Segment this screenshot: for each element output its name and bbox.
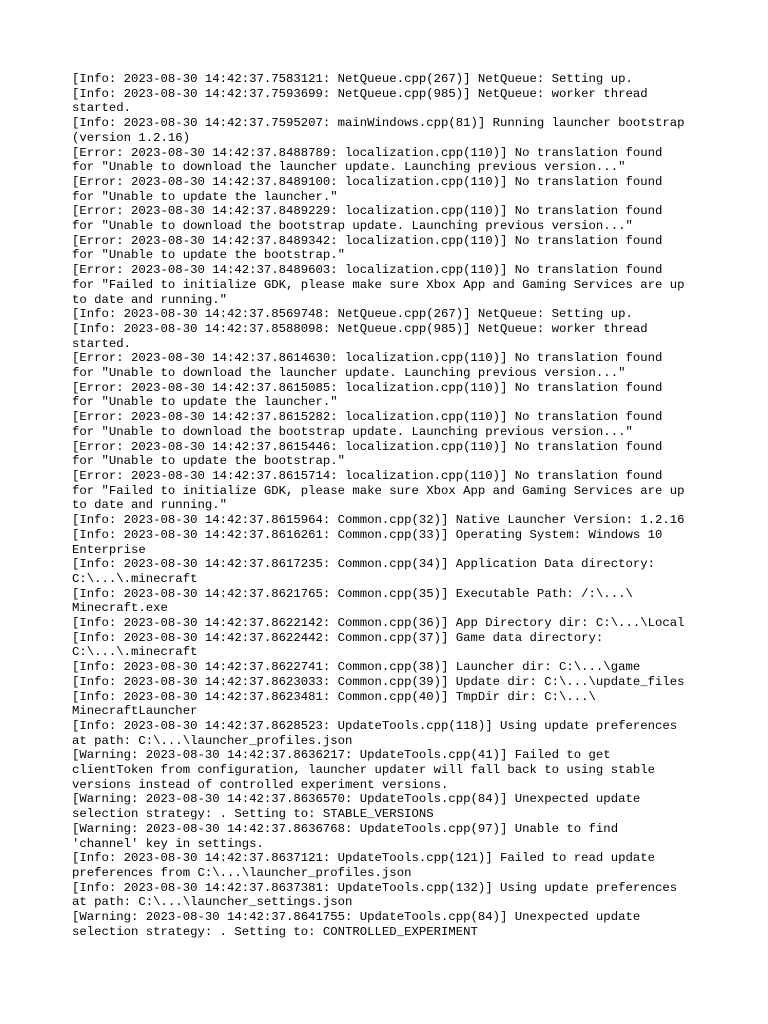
- log-line: [Info: 2023-08-30 14:42:37.8616261: Common.cpp(33)] Operating System: Windows 10: [72, 527, 663, 542]
- log-line: for "Failed to initialize GDK, please make sure Xbox App and Gaming Services are up: [72, 483, 685, 498]
- log-line: C:\...\.minecraft: [72, 571, 198, 586]
- log-line: [Error: 2023-08-30 14:42:37.8614630: localization.cpp(110)] No translation found: [72, 351, 663, 366]
- log-line: [Info: 2023-08-30 14:42:37.8617235: Common.cpp(34)] Application Data directory:: [72, 557, 655, 572]
- log-line: [Error: 2023-08-30 14:42:37.8489100: localization.cpp(110)] No translation found: [72, 174, 663, 189]
- log-line: Enterprise: [72, 542, 146, 557]
- log-line: [Info: 2023-08-30 14:42:37.8615964: Common.cpp(32)] Native Launcher Version: 1.2.16: [72, 513, 685, 528]
- log-line: for "Unable to download the bootstrap update. Launching previous version...": [72, 219, 633, 234]
- log-line: preferences from C:\...\launcher_profiles.json: [72, 865, 412, 880]
- log-line: clientToken from configuration, launcher updater will fall back to using stable: [72, 763, 655, 778]
- log-text-block: [72, 72, 712, 939]
- log-line: [Error: 2023-08-30 14:42:37.8615282: localization.cpp(110)] No translation found: [72, 410, 663, 425]
- log-line: at path: C:\...\launcher_profiles.json: [72, 733, 353, 748]
- log-line: [Warning: 2023-08-30 14:42:37.8636768: UpdateTools.cpp(97)] Unable to find: [72, 821, 619, 836]
- log-line: [Error: 2023-08-30 14:42:37.8489229: localization.cpp(110)] No translation found: [72, 204, 663, 219]
- log-line: for "Failed to initialize GDK, please make sure Xbox App and Gaming Services are up: [72, 277, 685, 292]
- log-line: (version 1.2.16): [72, 130, 191, 145]
- log-line: [Info: 2023-08-30 14:42:37.8588098: NetQueue.cpp(985)] NetQueue: worker thread: [72, 321, 648, 336]
- log-line: for "Unable to download the bootstrap update. Launching previous version...": [72, 424, 633, 439]
- log-line: [Info: 2023-08-30 14:42:37.8622442: Common.cpp(37)] Game data directory:: [72, 630, 604, 645]
- log-line: to date and running.": [72, 498, 227, 513]
- log-line: for "Unable to update the bootstrap.": [72, 248, 346, 263]
- log-line: [Info: 2023-08-30 14:42:37.8569748: NetQueue.cpp(267)] NetQueue: Setting up.: [72, 307, 633, 322]
- log-line: [Info: 2023-08-30 14:42:37.8622142: Common.cpp(36)] App Directory dir: C:\...\Local: [72, 616, 685, 631]
- log-line: selection strategy: . Setting to: STABLE_VERSIONS: [72, 807, 434, 822]
- log-line: [Info: 2023-08-30 14:42:37.8637121: UpdateTools.cpp(121)] Failed to read update: [72, 851, 655, 866]
- log-line: versions instead of controlled experiment versions.: [72, 777, 449, 792]
- log-line: [Info: 2023-08-30 14:42:37.7583121: NetQueue.cpp(267)] NetQueue: Setting up.: [72, 72, 633, 86]
- log-line: [Info: 2023-08-30 14:42:37.7593699: NetQueue.cpp(985)] NetQueue: worker thread: [72, 86, 648, 101]
- log-line: at path: C:\...\launcher_settings.json: [72, 895, 353, 910]
- log-line: for "Unable to update the launcher.": [72, 395, 338, 410]
- log-line: [Error: 2023-08-30 14:42:37.8488789: localization.cpp(110)] No translation found: [72, 145, 663, 160]
- log-line: for "Unable to update the bootstrap.": [72, 454, 346, 469]
- log-line: to date and running.": [72, 292, 227, 307]
- log-line: [Info: 2023-08-30 14:42:37.8628523: UpdateTools.cpp(118)] Using update preferences: [72, 718, 678, 733]
- log-line: MinecraftLauncher: [72, 704, 198, 719]
- log-line: Minecraft.exe: [72, 601, 168, 616]
- log-line: for "Unable to download the launcher update. Launching previous version...": [72, 366, 626, 381]
- log-line: [Error: 2023-08-30 14:42:37.8615446: localization.cpp(110)] No translation found: [72, 439, 663, 454]
- log-line: started.: [72, 101, 132, 116]
- log-line: for "Unable to download the launcher update. Launching previous version...": [72, 160, 626, 175]
- log-line: started.: [72, 336, 132, 351]
- log-line: [Info: 2023-08-30 14:42:37.8637381: UpdateTools.cpp(132)] Using update preferences: [72, 880, 678, 895]
- log-line: [Info: 2023-08-30 14:42:37.8623033: Common.cpp(39)] Update dir: C:\...\update_files: [72, 674, 685, 689]
- log-line: 'channel' key in settings.: [72, 836, 264, 851]
- log-line: [Info: 2023-08-30 14:42:37.8621765: Common.cpp(35)] Executable Path: /:\...\: [72, 586, 633, 601]
- log-line: [Info: 2023-08-30 14:42:37.8622741: Common.cpp(38)] Launcher dir: C:\...\game: [72, 660, 641, 675]
- log-line: [Info: 2023-08-30 14:42:37.7595207: mainWindows.cpp(81)] Running launcher bootstrap: [72, 116, 685, 131]
- log-line: [Error: 2023-08-30 14:42:37.8615085: localization.cpp(110)] No translation found: [72, 380, 663, 395]
- log-line: [Warning: 2023-08-30 14:42:37.8636217: UpdateTools.cpp(41)] Failed to get: [72, 748, 611, 763]
- log-line: [Warning: 2023-08-30 14:42:37.8641755: UpdateTools.cpp(84)] Unexpected update: [72, 910, 641, 925]
- log-line: [Info: 2023-08-30 14:42:37.8623481: Common.cpp(40)] TmpDir dir: C:\...\: [72, 689, 596, 704]
- log-line: C:\...\.minecraft: [72, 645, 198, 660]
- log-line: for "Unable to update the launcher.": [72, 189, 338, 204]
- log-line: [Error: 2023-08-30 14:42:37.8615714: localization.cpp(110)] No translation found: [72, 468, 663, 483]
- log-line: [Error: 2023-08-30 14:42:37.8489342: localization.cpp(110)] No translation found: [72, 233, 663, 248]
- log-line: [Warning: 2023-08-30 14:42:37.8636570: UpdateTools.cpp(84)] Unexpected update: [72, 792, 641, 807]
- log-line: selection strategy: . Setting to: CONTROLLED_EXPERIMENT: [72, 924, 478, 939]
- log-line: [Error: 2023-08-30 14:42:37.8489603: localization.cpp(110)] No translation found: [72, 263, 663, 278]
